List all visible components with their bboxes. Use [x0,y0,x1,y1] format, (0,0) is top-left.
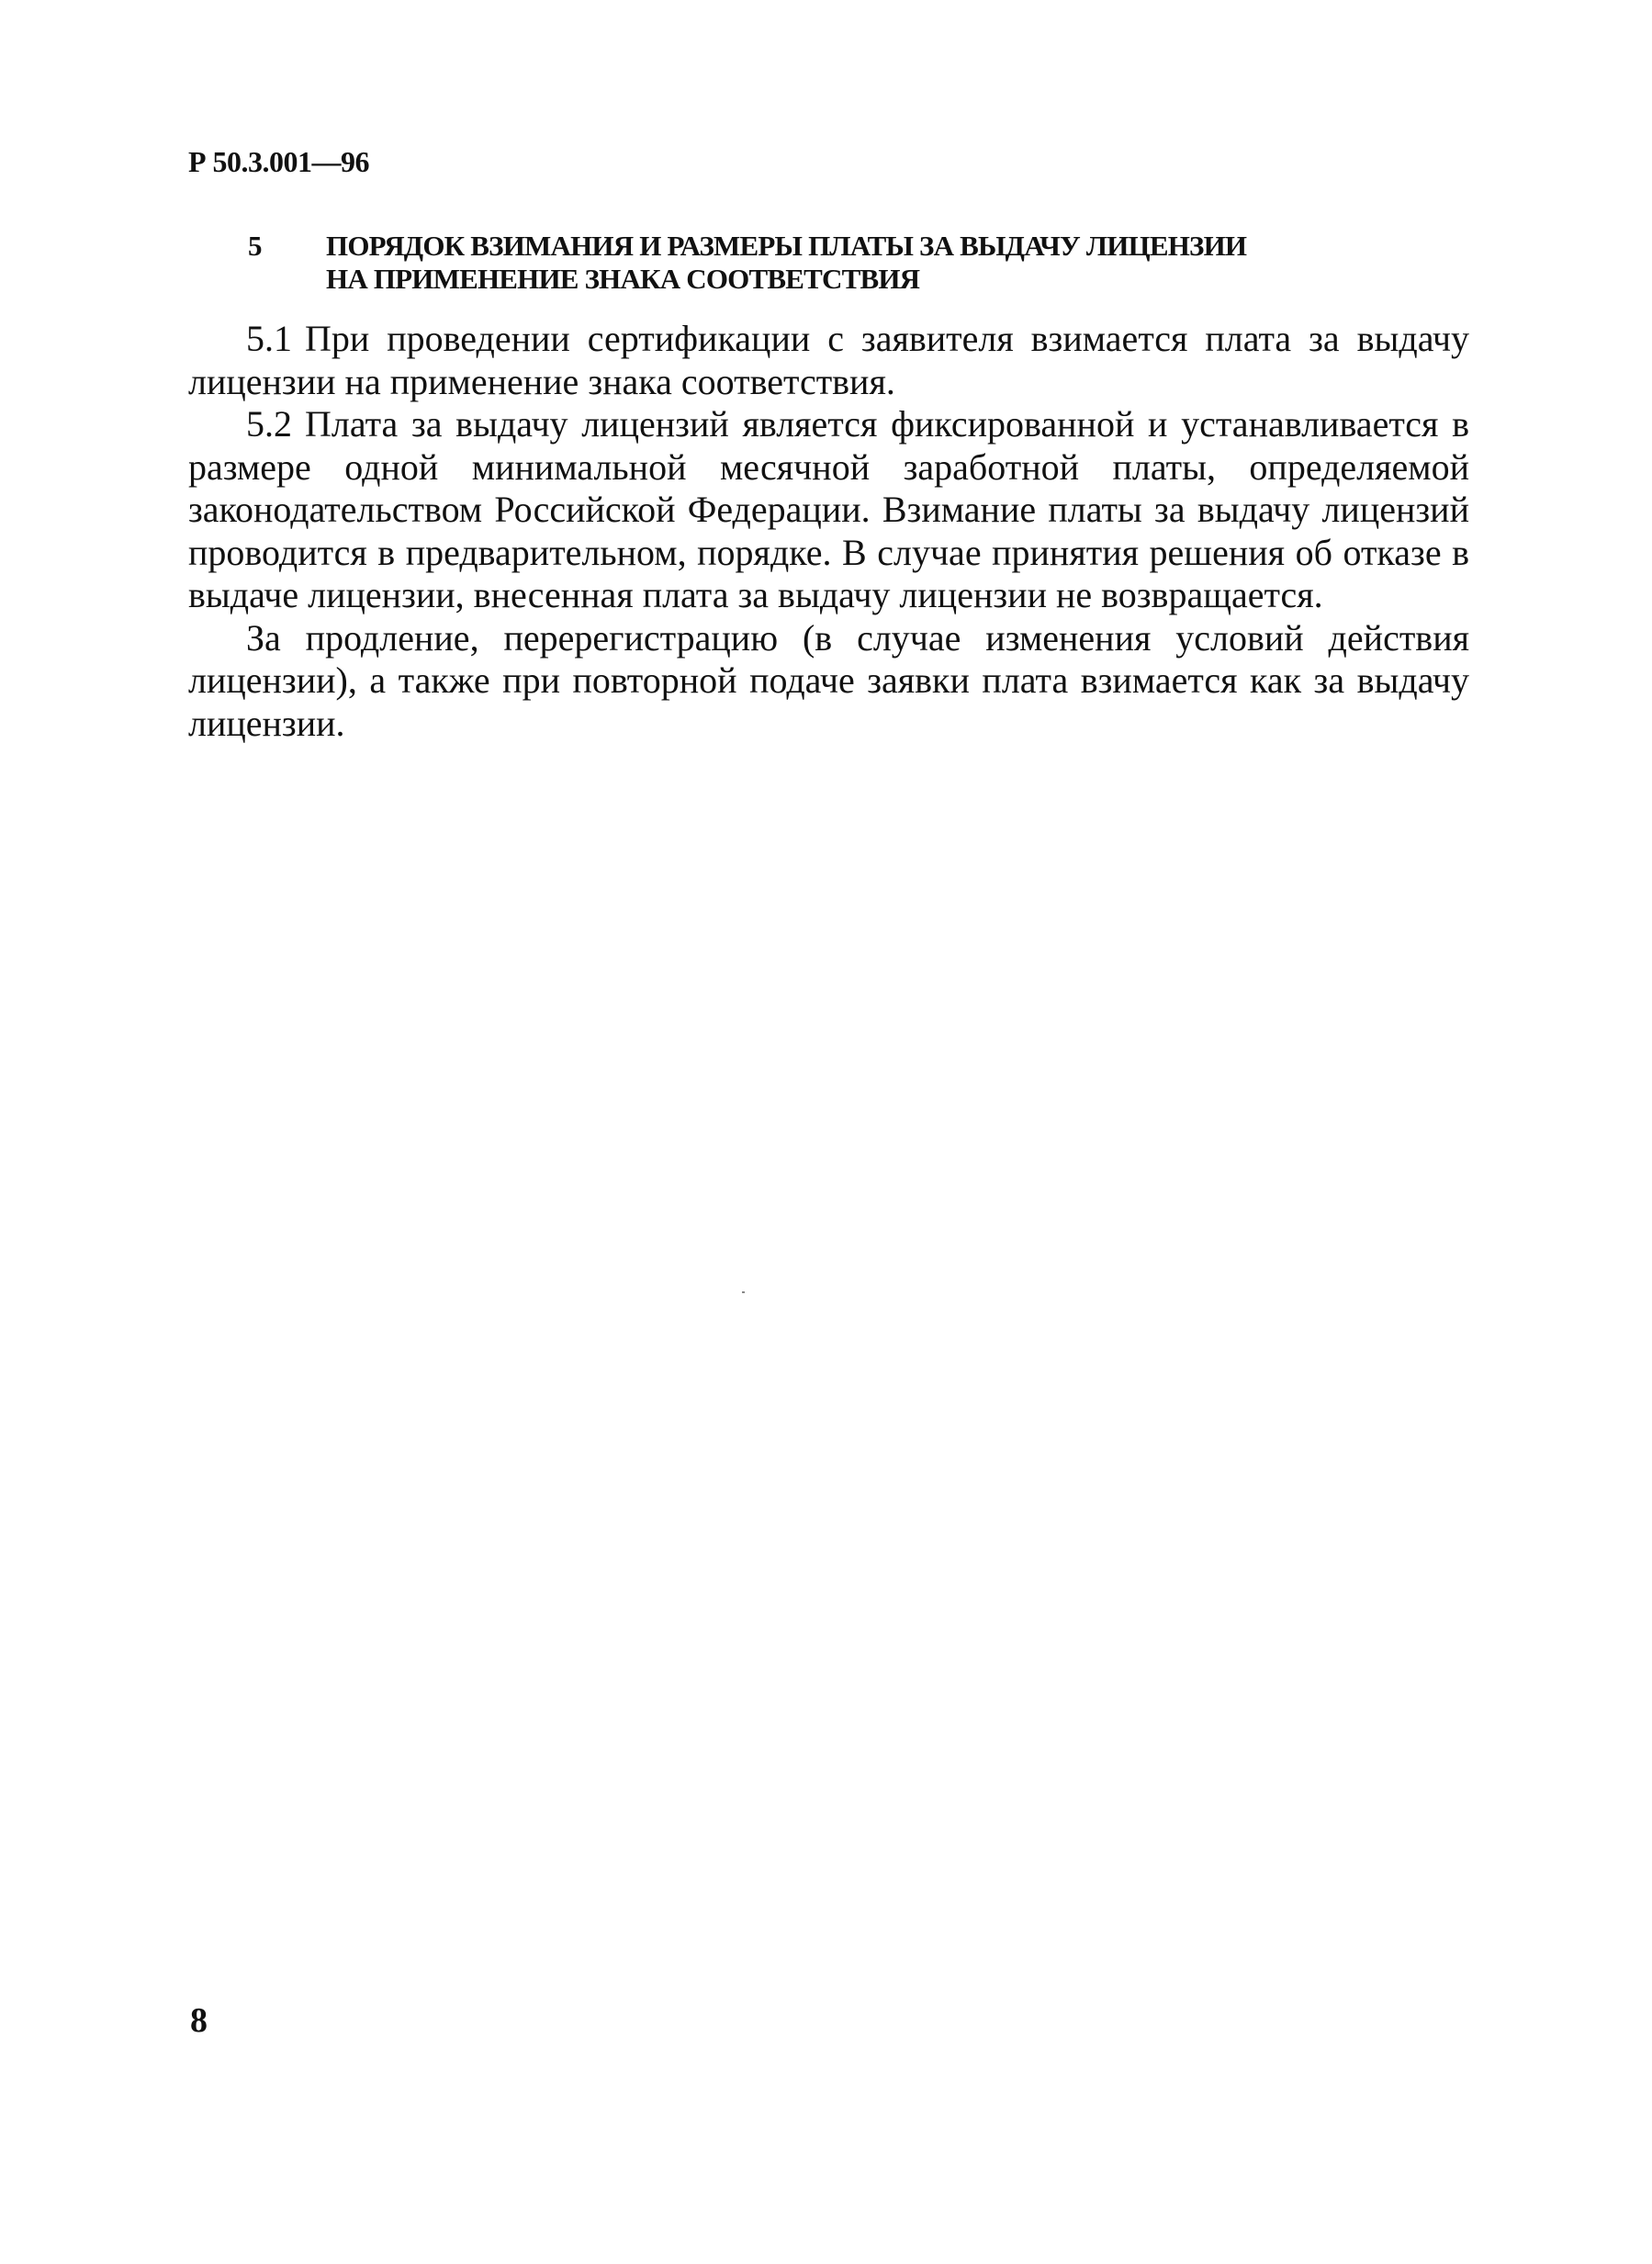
document-code: Р 50.3.001—96 [188,145,370,178]
section-title-line-1: ПОРЯДОК ВЗИМАНИЯ И РАЗМЕРЫ ПЛАТЫ ЗА ВЫДАЧУ ЛИЦЕНЗИИ [326,230,1247,262]
section-title [326,230,1469,296]
section-heading [188,230,1469,296]
paragraph-extension [188,617,1469,746]
scan-speck [742,1291,745,1293]
paragraph-text: Плата за выдачу лицензий является фиксированной и устанавливается в размере одной минимальной месячной заработной платы, определяемой законодательством Российской Федерации. Взимание платы за выдачу лицензий проводится в предварительном, порядке. В случае принятия решения об отказе в выдаче лицензии, внесенная плата за выдачу лицензии не возвращается. [188,403,1469,615]
document-body [188,318,1469,745]
paragraph-5-2 [188,403,1469,617]
paragraph-number: 5.2 [246,403,292,445]
paragraph-number: 5.1 [246,318,292,359]
section-number: 5 [248,230,262,262]
paragraph-text: При проведении сертификации с заявителя взимается плата за выдачу лицензии на применение знака соответствия. [188,318,1469,402]
paragraph-5-1 [188,318,1469,403]
page-number: 8 [190,2001,208,2040]
section-title-line-2: НА ПРИМЕНЕНИЕ ЗНАКА СООТВЕТСТВИЯ [326,263,920,295]
paragraph-text: За продление, перерегистрацию (в случае изменения условий действия лицензии), а также при повторной подаче заявки плата взимается как за выдачу лицензии. [188,616,1469,744]
